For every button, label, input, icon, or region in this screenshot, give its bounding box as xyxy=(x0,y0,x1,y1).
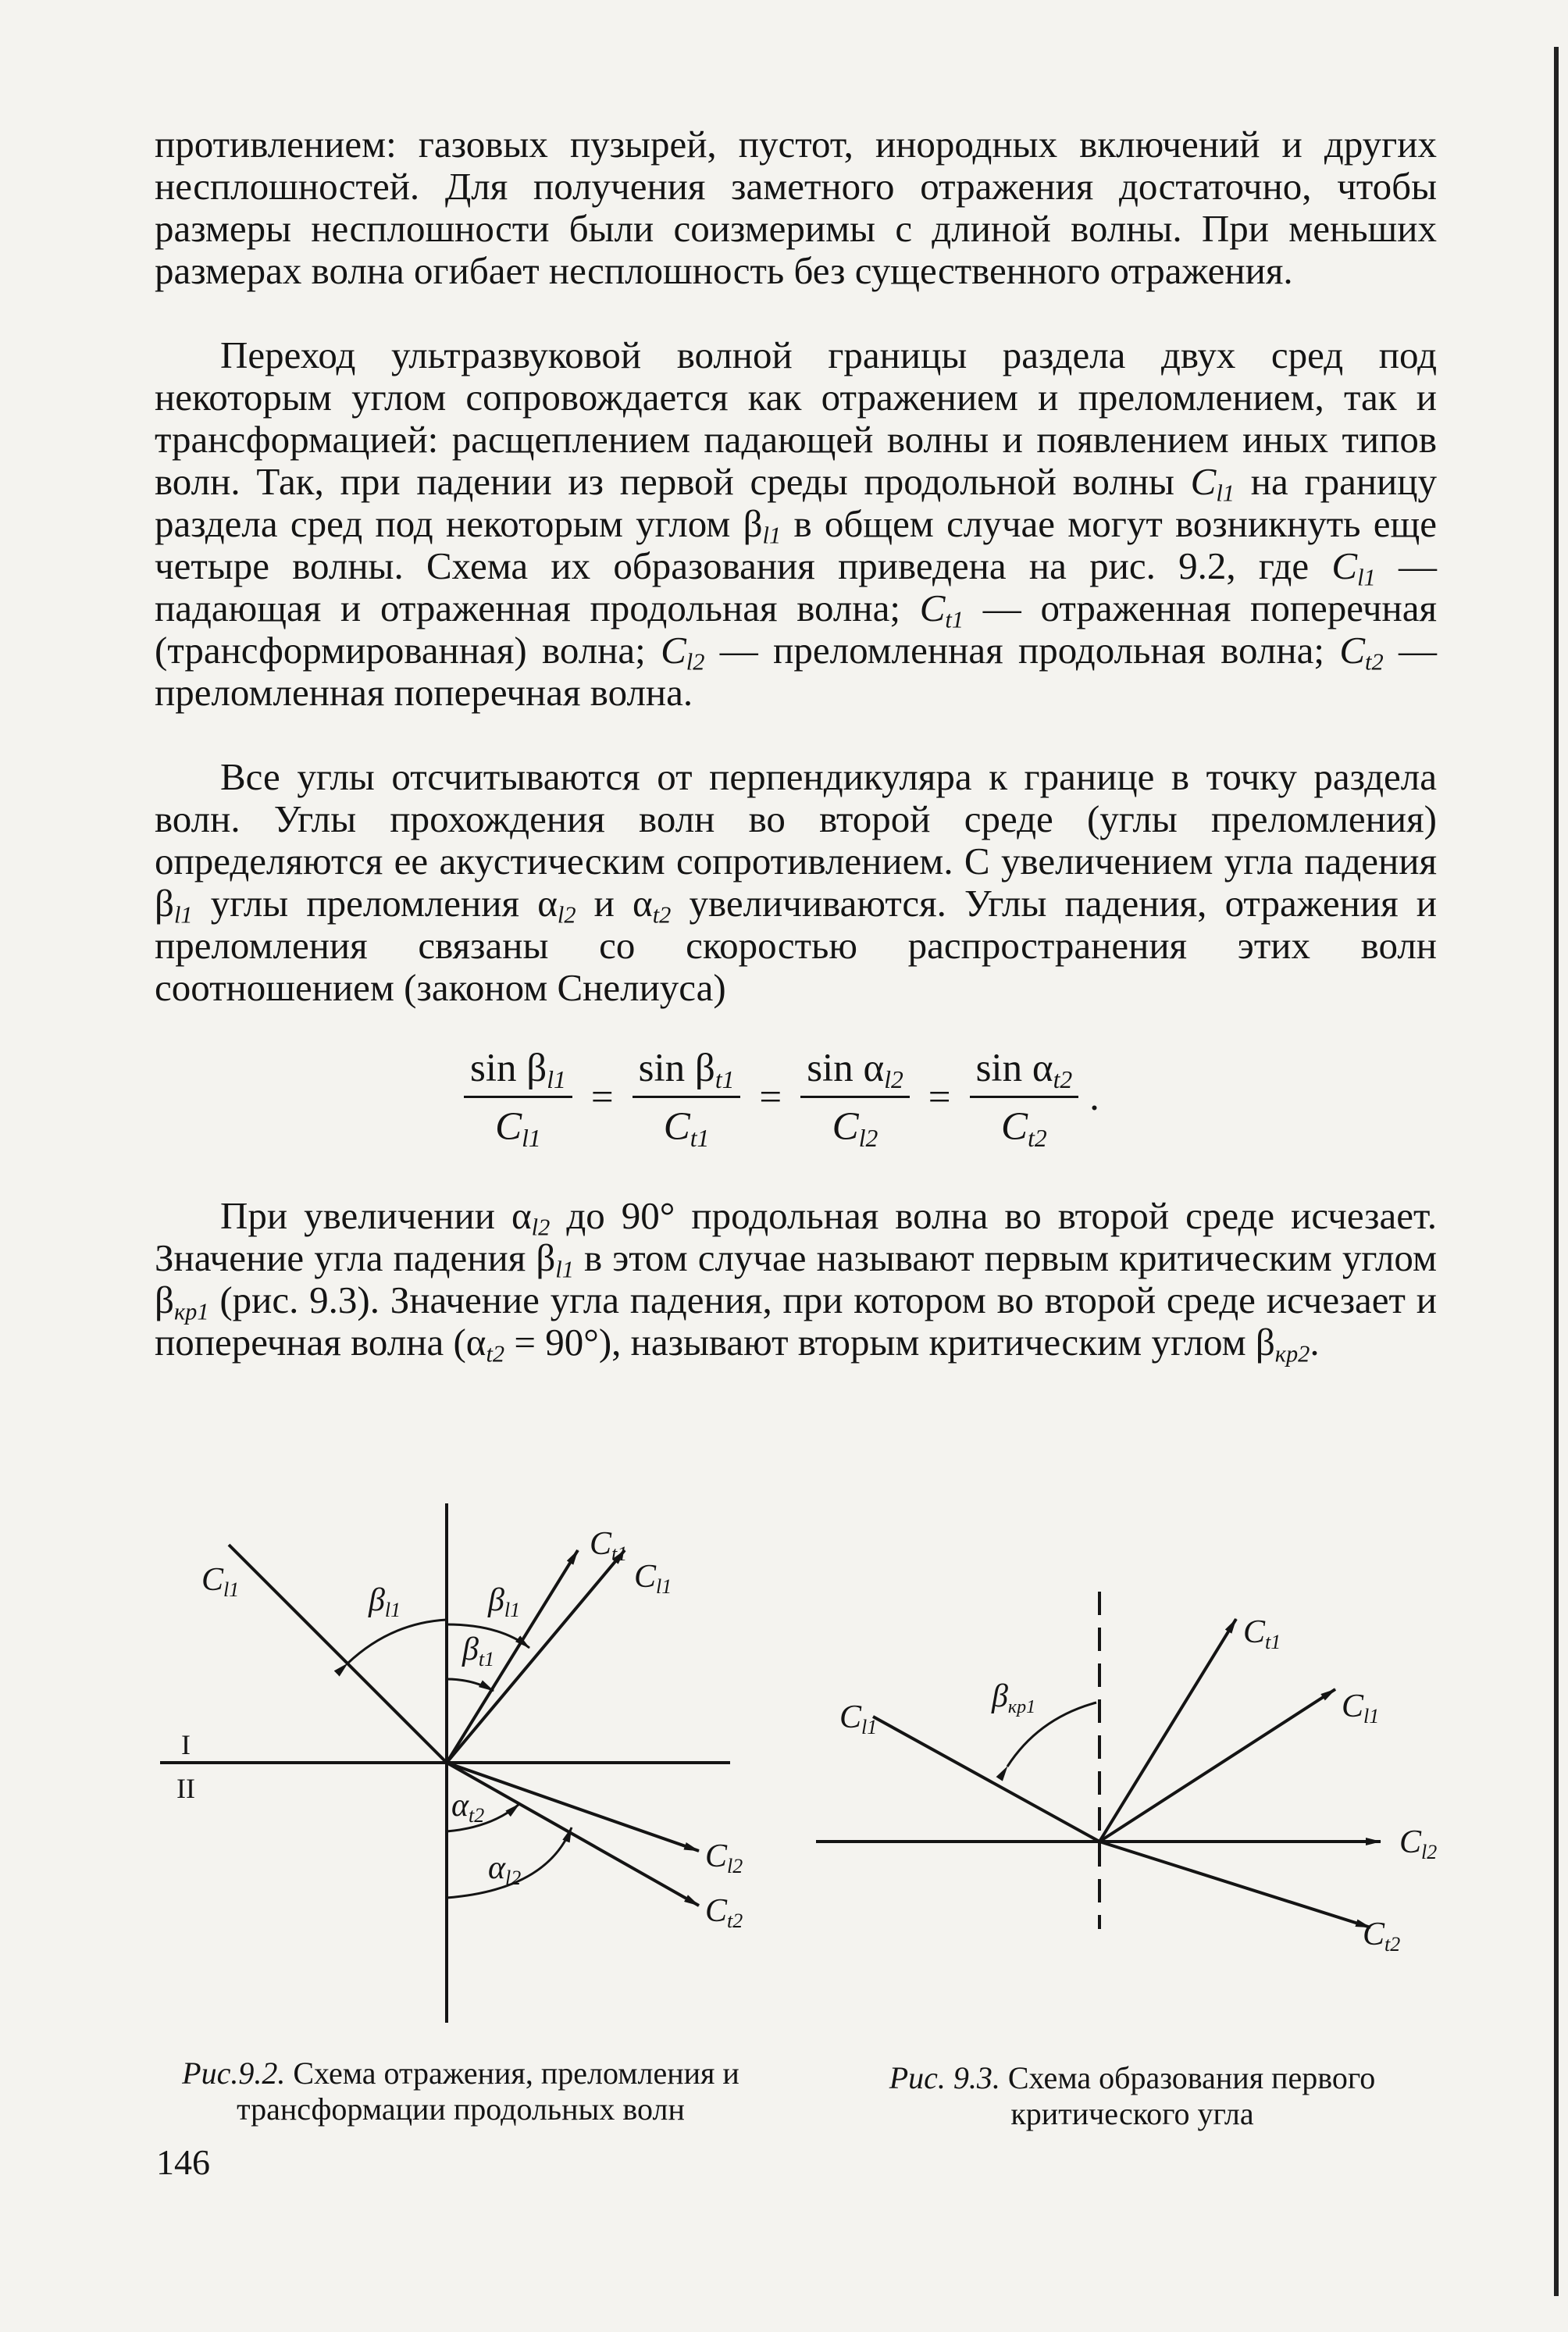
refracted-transverse-wave-arrow xyxy=(447,1763,699,1906)
label-c-l2: Cl2 xyxy=(1399,1824,1438,1863)
incident-wave-line xyxy=(229,1545,447,1763)
label-c-t2: Ct2 xyxy=(705,1893,743,1932)
label-medium-2: II xyxy=(176,1773,195,1804)
reflected-transverse-wave-arrow xyxy=(1099,1619,1236,1842)
paragraph-1: противлением: газовых пузырей, пустот, инородных включений и других несплошностей. Для получения заметного отражения достаточно, чтобы размеры несплошности были соизмеримы с длиной волны. При меньших размерах волна огибает несплошность без существенного отражения. xyxy=(155,123,1437,292)
label-c-t1: Ct1 xyxy=(1243,1614,1281,1653)
beta-l1-reflected-arc xyxy=(447,1624,529,1648)
paragraph-4: При увеличении $\alpha_{l2}$ до 90° продольная волна во второй среде исчезает. Значение угла падения $\beta_{l1}$ в этом случае называют первым критическим углом $\beta_{кр1}$ (рис. 9.3). Значение угла падения, при котором во второй среде исчезает и поперечная волна $(\alpha_{t2} = 90^\circ)$, называют вторым критическим углом $\beta_{кр2}$. xyxy=(155,1194,1437,1367)
fraction-alpha-t2: $\frac{\sin \alpha_{t2}}{C_{t2}}$ xyxy=(970,1046,1079,1150)
label-beta-l1-right: βl1 xyxy=(488,1582,521,1621)
label-c-t1: Ct1 xyxy=(590,1526,628,1565)
fraction-beta-t1: $\frac{\sin \beta_{t1}}{C_{t1}}$ xyxy=(633,1046,741,1150)
page-number: 146 xyxy=(156,2142,210,2182)
beta-l1-incident-arc xyxy=(347,1620,447,1663)
figure-9-2-diagram xyxy=(0,1484,781,2046)
page-edge-rule xyxy=(1554,47,1559,2296)
incident-wave-line xyxy=(873,1717,1099,1842)
refracted-longitudinal-wave-arrow xyxy=(447,1763,699,1851)
reflected-longitudinal-wave-arrow xyxy=(1099,1689,1335,1842)
equals-sign: = xyxy=(759,1075,782,1119)
label-c-l1-reflected: Cl1 xyxy=(634,1559,672,1598)
label-alpha-t2: αt2 xyxy=(451,1788,485,1827)
figure-9-3 xyxy=(781,1484,1484,2046)
label-medium-1: I xyxy=(181,1729,191,1760)
figure-9-2-caption: Рис.9.2. Схема отражения, преломления и трансформации продольных волн xyxy=(182,2056,739,2127)
fraction-beta-l1: $\frac{\sin \beta_{l1}}{C_{l1}}$ xyxy=(464,1046,572,1150)
label-c-l2: Cl2 xyxy=(705,1838,743,1877)
equals-sign: = xyxy=(928,1075,951,1119)
figure-9-3-diagram xyxy=(781,1484,1484,2046)
label-beta-t1: βt1 xyxy=(462,1631,495,1671)
label-c-l1-incident: Cl1 xyxy=(201,1562,240,1601)
equals-sign: = xyxy=(590,1075,614,1119)
figure-9-2 xyxy=(0,1484,781,2046)
beta-t1-arc xyxy=(447,1679,494,1691)
formula-period: . xyxy=(1089,1075,1099,1119)
paragraph-3: Все углы отсчитываются от перпендикуляра к границе в точку раздела волн. Углы прохождения волн во второй среде (углы преломления) определяются ее акустическим сопротивлением. С увеличением угла падения $\beta_{l1}$ углы преломления $\alpha_{l2}$ и $\alpha_{t2}$ увеличиваются. Углы падения, отражения и преломления связаны со скоростью распространения этих волн соотношением (законом Снелиуса) xyxy=(155,755,1437,1009)
figure-9-3-caption: Рис. 9.3. Схема образования первого критического угла xyxy=(889,2060,1376,2131)
snell-law-formula xyxy=(453,1035,1156,1160)
label-beta-kr1: βкр1 xyxy=(992,1678,1036,1717)
label-alpha-l2: αl2 xyxy=(488,1850,522,1889)
label-c-l1-incident: Cl1 xyxy=(839,1699,878,1738)
fraction-alpha-l2: $\frac{\sin \alpha_{l2}}{C_{l2}}$ xyxy=(800,1046,910,1150)
paragraph-2: Переход ультразвуковой волной границы раздела двух сред под некоторым углом сопровождается как отражением и преломлением, так и трансформацией: расщеплением падающей волны и появлением иных типов волн. Так, при падении из первой среды продольной волны $C_{l1}$ на границу раздела сред под некоторым углом $\beta_{l1}$ в общем случае могут возникнуть еще четыре волны. Схема их образования приведена на рис. 9.2, где $C_{l1}$ — падающая и отраженная продольная волна; $C_{t1}$ — отраженная поперечная (трансформированная) волна; $C_{l2}$ — преломленная продольная волна; $C_{t2}$ — преломленная поперечная волна. xyxy=(155,333,1438,714)
label-c-l1-reflected: Cl1 xyxy=(1342,1688,1380,1728)
label-beta-l1-left: βl1 xyxy=(369,1582,401,1621)
refracted-transverse-wave-arrow xyxy=(1099,1842,1370,1927)
label-c-t2: Ct2 xyxy=(1363,1917,1401,1956)
